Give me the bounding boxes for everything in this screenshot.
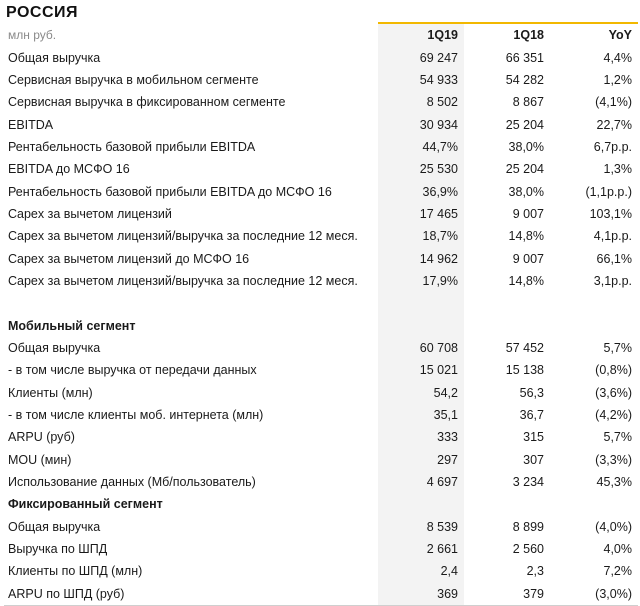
value-yoy: (3,3%) [595,452,632,467]
table-row [4,359,638,381]
value-1q18 [464,493,550,515]
value-1q18: 315 [523,430,544,445]
value-1q18: 15 138 [505,363,544,378]
value-1q19 [378,314,464,336]
table-row [4,113,638,135]
value-1q19: 2,4 [378,560,464,582]
row-label: EBITDA [8,117,54,132]
value-1q19: 333 [378,426,464,448]
section-header-row [4,493,638,515]
value-yoy: 4,1p.p. [593,229,632,244]
value-yoy: (4,0%) [595,519,632,534]
value-1q19: 25 530 [378,158,464,180]
table-row [4,180,638,202]
value-1q18: 9 007 [512,251,544,266]
value-yoy: 1,3% [603,162,632,177]
value-1q19: 17 465 [378,203,464,225]
value-1q18: 56,3 [519,385,544,400]
table-row [4,292,638,314]
value-yoy: 7,2% [603,564,632,579]
page-title: РОССИЯ [6,4,79,21]
value-yoy: (3,6%) [595,385,632,400]
value-1q19: 369 [378,583,464,606]
row-label: Capex за вычетом лицензий [8,206,172,221]
value-yoy: 5,7% [603,340,632,355]
value-yoy [550,314,638,336]
value-yoy: 4,4% [603,50,632,65]
value-1q18: 8 867 [512,95,544,110]
table-row [4,69,638,91]
value-1q19: 54,2 [378,382,464,404]
value-yoy: (0,8%) [595,363,632,378]
value-yoy [550,292,638,314]
table-row [4,382,638,404]
table-row [4,516,638,538]
row-label: Сервисная выручка в мобильном сегменте [8,72,259,87]
value-yoy [550,493,638,515]
table-row [4,91,638,113]
row-label: Capex за вычетом лицензий/выручка за последние 12 меся. [8,273,358,288]
value-1q19: 2 661 [378,538,464,560]
table-row [4,560,638,582]
value-1q19: 8 539 [378,516,464,538]
table-row [4,538,638,560]
value-1q18: 9 007 [512,206,544,221]
section-header-row [4,314,638,336]
row-label: - в том числе выручка от передачи данных [8,363,257,378]
value-1q18: 66 351 [505,50,544,65]
col-header-yoy: YoY [550,23,638,46]
row-label: Общая выручка [8,50,101,65]
value-yoy: (4,2%) [595,408,632,423]
value-yoy: 5,7% [603,430,632,445]
row-label: MOU (мин) [8,452,72,467]
value-yoy: 22,7% [596,117,632,132]
row-label: EBITDA до МСФО 16 [8,162,130,177]
value-yoy: (1,1p.p.) [585,184,632,199]
table-row [4,404,638,426]
row-label: Мобильный сегмент [8,318,136,333]
value-1q18: 379 [464,583,550,606]
value-1q19: 8 502 [378,91,464,113]
value-1q18 [464,314,550,336]
value-1q19: 14 962 [378,247,464,269]
table-row [4,136,638,158]
value-1q19: 36,9% [378,180,464,202]
row-label: Выручка по ШПД [8,542,108,557]
value-yoy: 66,1% [596,251,632,266]
row-label: Общая выручка [8,340,101,355]
russia-kpi-table [4,22,638,606]
value-1q18 [464,292,550,314]
table-row [4,583,638,606]
table-header [4,23,638,46]
col-header-1q19: 1Q19 [378,23,464,46]
unit-label: млн руб. [8,27,57,42]
value-1q19: 44,7% [378,136,464,158]
value-1q18: 8 899 [512,519,544,534]
value-1q19 [378,493,464,515]
value-1q18: 25 204 [505,117,544,132]
value-1q19 [378,292,464,314]
value-yoy: (4,1%) [595,95,632,110]
value-1q18: 38,0% [508,184,544,199]
row-label [4,292,378,314]
value-1q18: 38,0% [508,139,544,154]
row-label: Рентабельность базовой прибыли EBITDA до МСФО 16 [8,184,332,199]
value-1q18: 25 204 [505,162,544,177]
row-label: Сервисная выручка в фиксированном сегменте [8,95,286,110]
value-1q19: 4 697 [378,471,464,493]
table-row [4,270,638,292]
row-label: Общая выручка [8,519,101,534]
value-1q19: 35,1 [378,404,464,426]
row-label: Фиксированный сегмент [8,497,163,512]
row-label: - в том числе клиенты моб. интернета (млн) [8,408,264,423]
table-row [4,225,638,247]
value-1q19: 69 247 [378,46,464,68]
table-row [4,449,638,471]
value-yoy: 45,3% [596,475,632,490]
table-row [4,471,638,493]
row-label: Рентабельность базовой прибыли EBITDA [8,139,256,154]
row-label: Клиенты (млн) [8,385,93,400]
value-yoy: 103,1% [589,206,632,221]
value-1q18: 14,8% [508,229,544,244]
table-row [4,203,638,225]
value-yoy: 1,2% [603,72,632,87]
value-1q18: 3 234 [512,475,544,490]
table-row [4,46,638,68]
value-yoy: 4,0% [603,542,632,557]
row-label: ARPU по ШПД (руб) [4,583,378,606]
table-row [4,247,638,269]
row-label: Клиенты по ШПД (млн) [8,564,143,579]
col-header-1q18: 1Q18 [464,23,550,46]
value-1q19: 54 933 [378,69,464,91]
value-1q19: 30 934 [378,113,464,135]
row-label: Использование данных (Мб/пользователь) [8,475,256,490]
value-1q18: 307 [523,452,544,467]
value-1q18: 2,3 [526,564,544,579]
value-1q19: 60 708 [378,337,464,359]
value-1q19: 17,9% [378,270,464,292]
value-1q19: 297 [378,449,464,471]
value-1q18: 14,8% [508,273,544,288]
value-yoy: 6,7p.p. [593,139,632,154]
value-yoy: (3,0%) [550,583,638,606]
value-1q18: 36,7 [519,408,544,423]
row-label: ARPU (руб) [8,430,75,445]
value-1q18: 54 282 [505,72,544,87]
value-1q18: 2 560 [512,542,544,557]
row-label: Capex за вычетом лицензий/выручка за последние 12 меся. [8,229,358,244]
table-row [4,426,638,448]
table-row [4,158,638,180]
value-1q19: 15 021 [378,359,464,381]
table-row [4,337,638,359]
value-yoy: 3,1p.p. [593,273,632,288]
row-label: Capex за вычетом лицензий до МСФО 16 [8,251,250,266]
value-1q19: 18,7% [378,225,464,247]
value-1q18: 57 452 [505,340,544,355]
